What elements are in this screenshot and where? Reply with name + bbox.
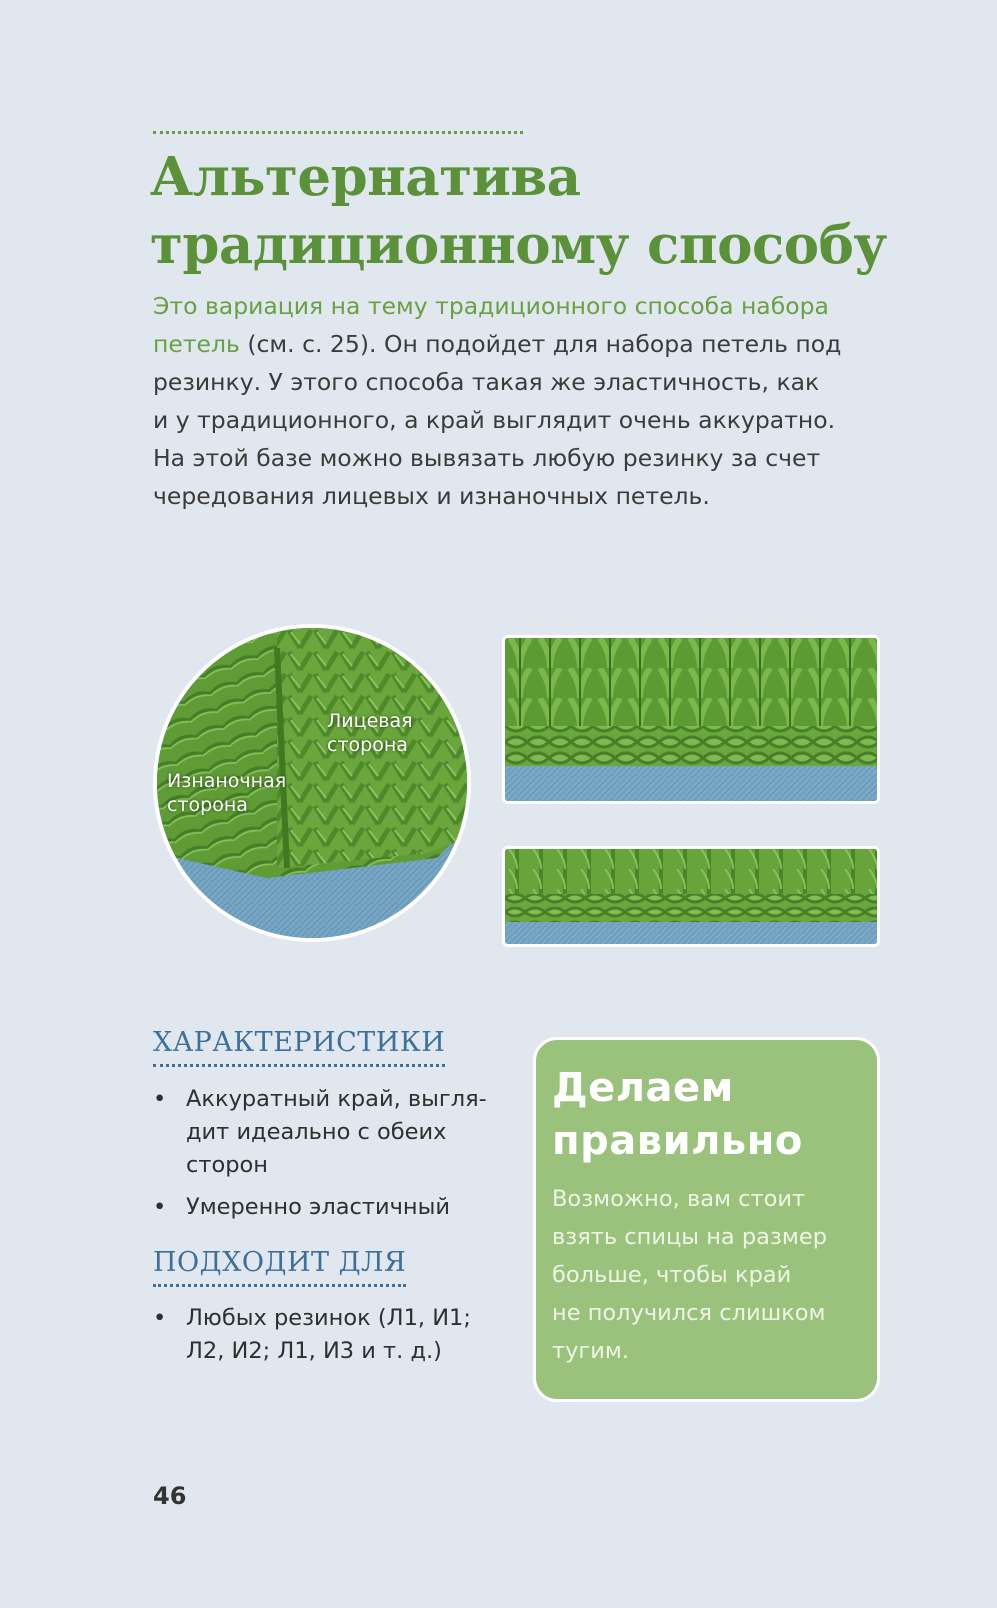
intro-lead-line-1: Это вариация на тему традиционного способа набора (153, 292, 829, 320)
characteristics-heading: ХАРАКТЕРИСТИКИ (153, 1027, 445, 1067)
intro-rest-first: (см. с. 25). Он подойдет для набора петель под (239, 330, 842, 358)
tip-text: Возможно, вам стоит взять спицы на размер больше, чтобы край не получился слишком тугим. (552, 1186, 827, 1364)
tip-box (533, 1037, 880, 1402)
title-line-2: традиционному способу (150, 214, 887, 276)
intro-line: резинку. У этого способа такая же эластичность, как (153, 368, 820, 396)
list-item: • Любых резинок (Л1, И1; Л2, И2; Л1, И3 и т. д.) (153, 1302, 503, 1368)
intro-line: На этой базе можно вывязать любую резинку за счет (153, 444, 821, 472)
tip-title: Делаем правильно (552, 1065, 803, 1164)
title-line-1: Альтернатива (150, 146, 581, 208)
label-back-side: Изнаночная сторона (167, 770, 287, 816)
list-item: • Аккуратный край, выгля- дит идеально с обеих сторон (153, 1083, 503, 1182)
page-title (150, 143, 910, 279)
ribbing-photo-bottom (502, 846, 880, 947)
characteristics-list (153, 1083, 503, 1233)
top-dotted-rule (153, 131, 523, 134)
label-face-side: Лицевая сторона (327, 710, 413, 756)
suitable-heading: ПОДХОДИТ ДЛЯ (153, 1247, 406, 1287)
intro-line: чередования лицевых и изнаночных петель. (153, 482, 710, 510)
list-item: • Умеренно эластичный (153, 1191, 503, 1224)
suitable-list (153, 1302, 503, 1377)
intro-paragraph (153, 287, 893, 515)
intro-lead-line-2: петель (153, 330, 240, 358)
ribbing-photo-top (502, 635, 880, 804)
page-number: 46 (153, 1482, 187, 1510)
intro-line: и у традиционного, а край выглядит очень аккуратно. (153, 406, 836, 434)
closeup-knitting-photo (153, 624, 471, 942)
